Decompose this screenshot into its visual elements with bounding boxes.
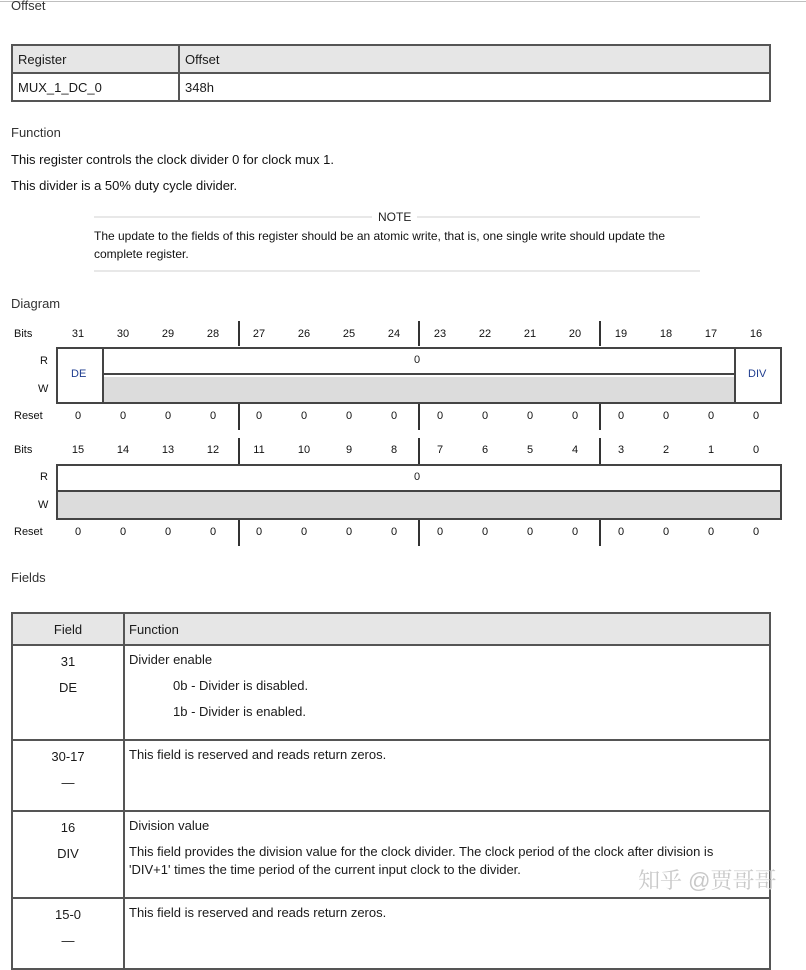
offset-table-header-register: Register [12, 45, 179, 73]
field-cell [12, 645, 124, 740]
field-description: 'DIV+1' times the time period of the current input clock to the divider. [129, 862, 521, 877]
read-row-label-upper: R [40, 355, 48, 367]
write-row-label-lower: W [38, 499, 49, 511]
function-paragraph-1: This register controls the clock divider 0 for clock mux 1. [11, 152, 334, 167]
bit-number: 26 [297, 328, 311, 340]
function-cell [124, 898, 770, 969]
bit-group-tick [418, 321, 420, 346]
reset-value: 0 [300, 410, 308, 422]
fields-heading: Fields [11, 570, 46, 585]
reset-value: 0 [164, 526, 172, 538]
bit-number: 10 [297, 444, 311, 456]
fields-header-field: Field [12, 613, 124, 645]
function-cell [124, 645, 770, 740]
watermark: 知乎 @贾哥哥 [638, 868, 777, 893]
reset-value: 0 [707, 526, 715, 538]
reset-value: 0 [345, 410, 353, 422]
bit-group-tick [238, 321, 240, 346]
reset-value: 0 [209, 410, 217, 422]
reset-value: 0 [436, 526, 444, 538]
reset-value: 0 [300, 526, 308, 538]
field-cell [12, 811, 124, 898]
field-bits: 30-17 [51, 749, 85, 764]
bit-number: 20 [568, 328, 582, 340]
write-row-label-upper: W [38, 383, 49, 395]
offset-value-cell: 348h [179, 73, 770, 101]
reserved-write-cell-upper [104, 377, 735, 402]
table-row [12, 898, 770, 969]
reset-value: 0 [209, 526, 217, 538]
bit-number: 15 [71, 444, 85, 456]
field-title: Division value [129, 818, 210, 833]
register-name-cell: MUX_1_DC_0 [12, 73, 179, 101]
field-option: 0b - Divider is disabled. [173, 678, 309, 693]
reset-value: 0 [752, 526, 760, 538]
bit-group-tick [599, 520, 601, 546]
bit-numbers-lower [0, 444, 806, 458]
field-name: DE [58, 680, 78, 695]
reset-value: 0 [119, 410, 127, 422]
reset-value: 0 [390, 526, 398, 538]
bit-number: 17 [704, 328, 718, 340]
bit-number: 6 [481, 444, 489, 456]
table-row [12, 740, 770, 811]
bit-number: 30 [116, 328, 130, 340]
bit-number: 1 [707, 444, 715, 456]
reset-value: 0 [119, 526, 127, 538]
bit-number: 9 [345, 444, 353, 456]
reset-value: 0 [662, 410, 670, 422]
bit-number: 21 [523, 328, 537, 340]
fields-header-function: Function [124, 613, 770, 645]
bit-number: 5 [526, 444, 534, 456]
note-title: NOTE [372, 210, 417, 224]
reset-values-upper [0, 410, 806, 424]
bit-number: 0 [752, 444, 760, 456]
note-line-1: The update to the fields of this register should be an atomic write, that is, one single write should update the [94, 229, 666, 243]
reset-value: 0 [526, 526, 534, 538]
reset-value: 0 [164, 410, 172, 422]
bit-numbers-upper [0, 328, 806, 342]
fields-table [11, 612, 771, 970]
bit-number: 29 [161, 328, 175, 340]
bit-number: 27 [252, 328, 266, 340]
bit-number: 16 [749, 328, 763, 340]
bit-group-tick [418, 404, 420, 430]
bit-number: 25 [342, 328, 356, 340]
reserved-read-cell-lower [58, 466, 780, 492]
field-name: — [61, 933, 75, 948]
reset-value: 0 [707, 410, 715, 422]
reset-value: 0 [255, 526, 263, 538]
div-field-label: DIV [748, 368, 767, 380]
field-title: This field is reserved and reads return zeros. [129, 747, 387, 762]
offset-table-header-offset: Offset [179, 45, 770, 73]
reset-value: 0 [571, 526, 579, 538]
bit-group-tick [238, 520, 240, 546]
field-option: 1b - Divider is enabled. [173, 704, 306, 719]
reset-value: 0 [436, 410, 444, 422]
reset-values-lower [0, 526, 806, 540]
bit-group-tick [599, 438, 601, 464]
note-line-2: complete register. [94, 247, 189, 261]
bit-number: 14 [116, 444, 130, 456]
diagram-heading: Diagram [11, 296, 61, 311]
reset-value: 0 [617, 410, 625, 422]
reset-value: 0 [481, 526, 489, 538]
reset-value: 0 [255, 410, 263, 422]
bit-number: 23 [433, 328, 447, 340]
field-title: This field is reserved and reads return zeros. [129, 905, 387, 920]
reset-value: 0 [571, 410, 579, 422]
note-bottom-rule [94, 270, 700, 272]
bit-number: 28 [206, 328, 220, 340]
function-paragraph-2: This divider is a 50% duty cycle divider. [11, 178, 238, 193]
offset-heading: Offset [11, 0, 46, 13]
bit-number: 22 [478, 328, 492, 340]
field-name: DIV [57, 846, 79, 861]
field-cell [12, 898, 124, 969]
reset-value: 0 [526, 410, 534, 422]
bit-group-tick [238, 404, 240, 430]
field-name: — [61, 775, 75, 790]
bit-number: 4 [571, 444, 579, 456]
bit-number: 12 [206, 444, 220, 456]
bit-number: 11 [253, 444, 265, 456]
bits-label-upper: Bits [14, 328, 33, 340]
div-field-cell [734, 347, 782, 404]
bit-group-tick [599, 404, 601, 430]
bit-group-tick [238, 438, 240, 464]
reset-value: 0 [74, 410, 82, 422]
field-bits: 16 [60, 820, 76, 835]
top-divider [0, 1, 806, 2]
bit-number: 8 [390, 444, 398, 456]
reset-value: 0 [662, 526, 670, 538]
bit-number: 13 [161, 444, 175, 456]
function-cell [124, 740, 770, 811]
reset-label-upper: Reset [14, 410, 43, 422]
bit-number: 2 [662, 444, 670, 456]
reset-label-lower: Reset [14, 526, 43, 538]
offset-table [11, 44, 771, 102]
bits-label-lower: Bits [14, 444, 33, 456]
bit-number: 31 [71, 328, 85, 340]
reset-value: 0 [390, 410, 398, 422]
bit-group-tick [418, 438, 420, 464]
bit-number: 19 [614, 328, 628, 340]
reset-value: 0 [752, 410, 760, 422]
field-bits: 15-0 [54, 907, 82, 922]
reset-value: 0 [74, 526, 82, 538]
reserved-read-cell-upper [104, 349, 735, 375]
bit-group-tick [418, 520, 420, 546]
bit-number: 7 [436, 444, 444, 456]
reserved-write-cell-lower [58, 492, 780, 518]
bit-number: 24 [387, 328, 401, 340]
field-cell [12, 740, 124, 811]
reset-value: 0 [617, 526, 625, 538]
function-heading: Function [11, 125, 61, 140]
bit-group-tick [599, 321, 601, 346]
field-bits: 31 [60, 654, 76, 669]
reserved-read-value-lower: 0 [414, 471, 421, 483]
read-row-label-lower: R [40, 471, 48, 483]
bit-number: 18 [659, 328, 673, 340]
bit-number: 3 [617, 444, 625, 456]
de-field-label: DE [71, 368, 87, 380]
reset-value: 0 [345, 526, 353, 538]
table-row [12, 645, 770, 740]
field-description: This field provides the division value for the clock divider. The clock period of the clock after division is [129, 844, 714, 859]
reset-value: 0 [481, 410, 489, 422]
reserved-read-value-upper: 0 [414, 354, 421, 366]
de-field-cell [56, 347, 104, 404]
field-title: Divider enable [129, 652, 213, 667]
